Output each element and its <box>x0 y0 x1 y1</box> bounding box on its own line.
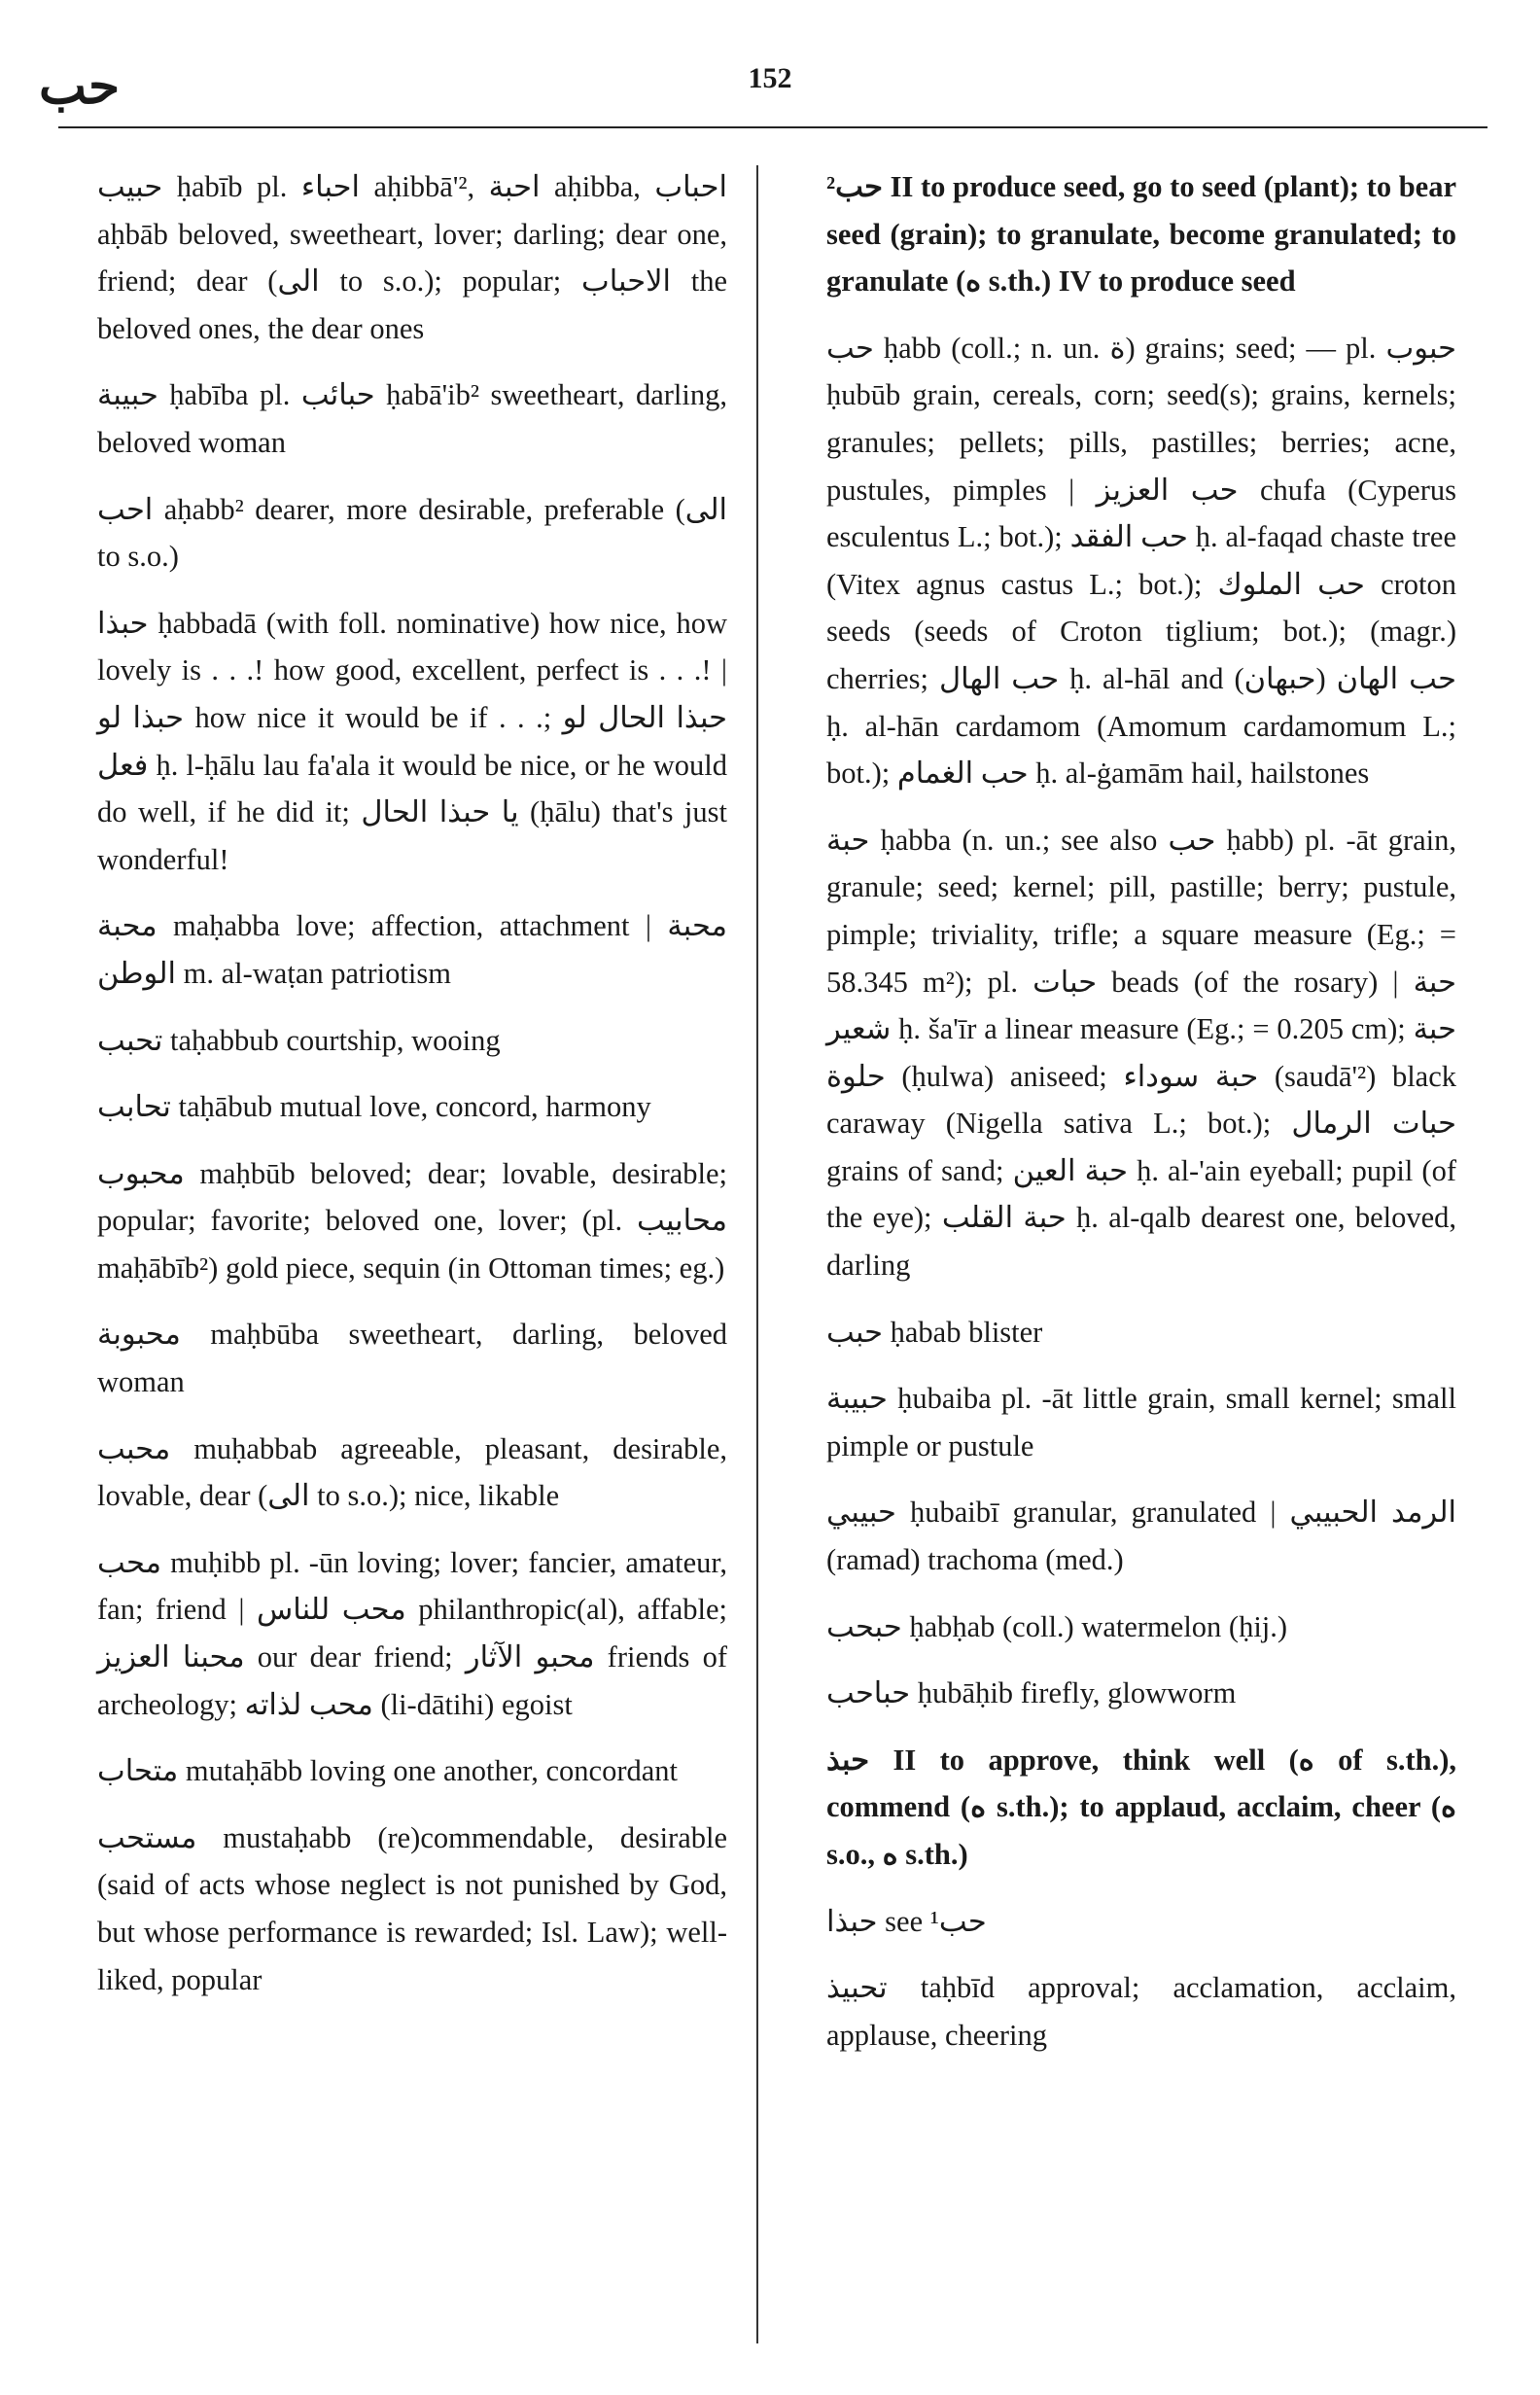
left-column <box>97 163 727 2023</box>
right-column <box>826 163 1456 2078</box>
entry-muhabbab: محبب muḥabbab agreeable, pleasant, desirable, lovable, dear (الى to s.o.); nice, likable <box>97 1431 727 1513</box>
entry-mahabba: محبة maḥabba love; affection, attachment | محبة الوطن m. al-waṭan patriotism <box>97 909 727 990</box>
entry-tahabbub: تحبب taḥabbub courtship, wooing <box>97 1023 501 1057</box>
header-root-arabic: حب <box>39 56 121 116</box>
entry-hubaiba: حبيبة ḥubaiba pl. -āt little grain, small kernel; small pimple or pustule <box>826 1382 1456 1462</box>
page-header <box>0 0 1540 136</box>
entry-habhab: حبحب ḥabḥab (coll.) watermelon (ḥij.) <box>826 1609 1288 1643</box>
entry-root-habbada: حبذ II to approve, think well (ه of s.th.), commend (ه s.th.); to applaud, acclaim, cheer (ه s.o., ه s.th.) <box>826 1743 1456 1871</box>
entry-mahbub: محبوب maḥbūb beloved; dear; lovable, desirable; popular; favorite; beloved one, lover; (pl. محابيب maḥābīb²) gold piece, sequin (in Ottoman times; eg.) <box>97 1156 727 1285</box>
entry-mahbuba: محبوبة maḥbūba sweetheart, darling, beloved woman <box>97 1318 727 1399</box>
entry-hubahib: حباحب ḥubāḥib firefly, glowworm <box>826 1676 1237 1710</box>
entry-habbada: حبذا ḥabbadā (with foll. nominative) how nice, how lovely is . . .! how good, excellent, perfect is . . .! | حبذا لو how nice it would be if . . .; حبذا الحال لو فعل ḥ. l-ḥālu lau fa'ala it would be nice, or he would do well, if he did it; يا حبذا الحال (ḥālu) that's just wonderful! <box>97 606 728 876</box>
page-number: 152 <box>748 62 792 94</box>
entry-habiba: حبيبة ḥabība pl. حبائب ḥabā'ib² sweetheart, darling, beloved woman <box>97 378 727 459</box>
entry-root-habba-2: ²حب II to produce seed, go to seed (plant); to bear seed (grain); to granulate, become granulated; to granulate (ه s.th.) IV to produce seed <box>826 170 1456 299</box>
entry-muhibb: محب muḥibb pl. -ūn loving; lover; fancier, amateur, fan; friend | محب للناس philanthropic(al), affable; محبنا العزيز our dear friend; محبو الآثار friends of archeology; محب لذاته (li-dātihi) egoist <box>97 1545 727 1721</box>
header-rule <box>58 126 1488 128</box>
entry-mutahabb: متحاب mutaḥābb loving one another, concordant <box>97 1754 678 1788</box>
entry-tahbid: تحبيذ taḥbīd approval; acclamation, acclaim, applause, cheering <box>826 1971 1456 2052</box>
entry-tahabub: تحابب taḥābub mutual love, concord, harmony <box>97 1090 651 1124</box>
entry-habib: حبيب ḥabīb pl. احباء aḥibbā'², احبة aḥibba, احباب aḥbāb beloved, sweetheart, lover; darling; dear one, friend; dear (الى to s.o.); popular; الاحباب the beloved ones, the dear ones <box>97 170 728 345</box>
entry-hubaibi: حبيبي ḥubaibī granular, granulated | الرمد الحبيبي (ramad) trachoma (med.) <box>826 1496 1457 1577</box>
entry-habbada-see: حبذا see ¹حب <box>826 1904 987 1938</box>
column-divider <box>756 165 758 2343</box>
entry-ahabb: احب aḥabb² dearer, more desirable, preferable (الى to s.o.) <box>97 492 727 574</box>
entry-habba: حبة ḥabba (n. un.; see also حب ḥabb) pl. -āt grain, granule; seed; kernel; pill, pastille; berry; pustule, pimple; triviality, trifle; a square measure (Eg.; = 58.345 m²); pl. حبات beads (of the rosary) | حبة شعير ḥ. ša'īr a linear measure (Eg.; = 0.205 cm); حبة حلوة (ḥulwa) aniseed; حبة سوداء (saudā'²) black caraway (Nigella sativa L.; bot.); حبات الرمال grains of sand; حبة العين ḥ. al-'ain eyeball; pupil (of the eye); حبة القلب ḥ. al-qalb dearest one, beloved, darling <box>826 823 1457 1283</box>
entry-habab: حبب ḥabab blister <box>826 1315 1043 1349</box>
entry-mustahabb: مستحب mustaḥabb (re)commendable, desirable (said of acts whose neglect is not punished by God, but whose performance is rewarded; Isl. Law); well-liked, popular <box>97 1820 727 1996</box>
entry-habb: حب ḥabb (coll.; n. un. ة) grains; seed; — pl. حبوب ḥubūb grain, cereals, corn; seed(s); grains, kernels; granules; pellets; pills, pastilles; berries; acne, pustules, pimples | حب العزيز chufa (Cyperus esculentus L.; bot.); حب الفقد ḥ. al-faqad chaste tree (Vitex agnus castus L.; bot.); حب الملوك croton seeds (seeds of Croton tiglium; bot.); (magr.) cherries; حب الهال ḥ. al-hāl and (حبهان) حب الهان ḥ. al-hān cardamom (Amomum cardamomum L.; bot.); حب الغمام ḥ. al-ġamām hail, hailstones <box>826 331 1457 791</box>
